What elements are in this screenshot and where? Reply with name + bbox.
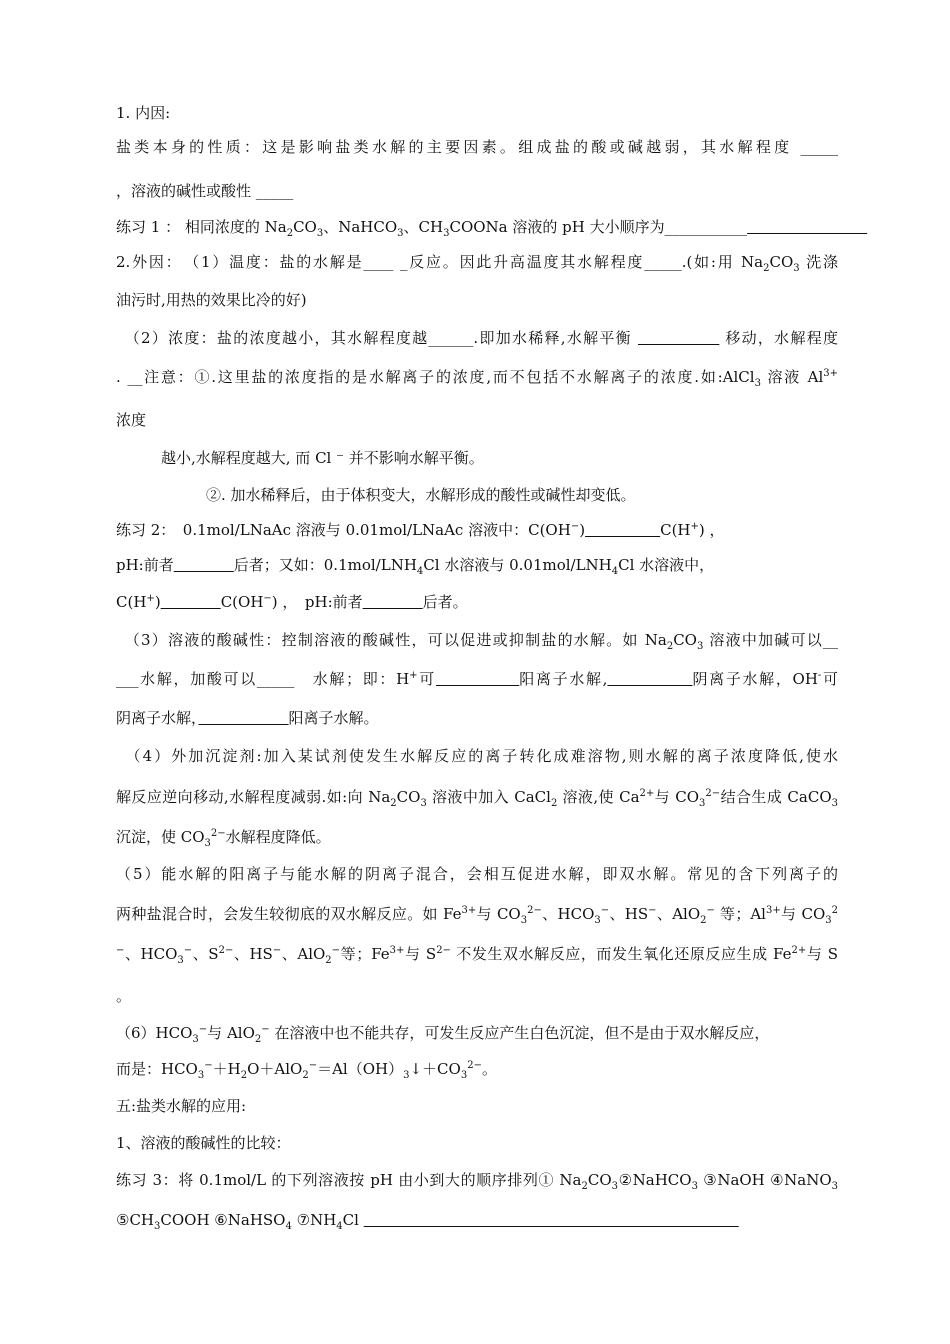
line-note-1: . __注意：①.这里盐的浓度指的是水解离子的浓度,而不包括不水解离子的浓度.如:AlCl$_3$ 溶液 $Al^{3+}$ [116,368,838,389]
line-internal-cause: 1. 内因: [116,104,171,122]
line-precipitate: 沉淀，使 $CO_3^{2-}$水解程度降低。 [116,828,331,849]
line-period: 。 [116,987,132,1005]
line-note-2: ②. 加水稀释后，由于体积变大，水解形成的酸性或碱性却变低。 [116,486,636,504]
line-smaller-greater: 越小,水解程度越大, 而 Cl ⁻ 并不影响水解平衡。 [116,449,484,467]
line-external-temperature: 2.外因： （1）温度：盐的水解是____ _反应。因此升高温度其水解程度_____.(如:用 $Na_2CO_3$ 洗涤 [116,253,838,274]
line-salt-nature: 盐类本身的性质：这是影响盐类水解的主要因素。组成盐的酸或碱越弱，其水解程度 _____ [116,138,838,156]
line-double-hydrolysis: （5）能水解的阳离子与能水解的阴离子混合，会相互促进水解，即双水解。常见的含下列离子的 [116,865,838,883]
line-double-hydrolysis-ions: 两种盐混合时，会发生较彻底的双水解反应。如 $Fe^{3+}$与 $CO_3^{2-}$、$HCO_3^-$、HS−、AlO$_2$− 等；$Al^{3+}$与 $CO_3^2$ [116,905,838,926]
line-acidity-control: （3）溶液的酸碱性：控制溶液的酸碱性，可以促进或抑制盐的水解。如 $Na_2CO_3$ 溶液中加碱可以__ [116,631,838,652]
line-exercise-2-ph: pH:前者 后者；又如：$0.1mol/LNH_4Cl$ 水溶液与 $0.01mol/LNH_4Cl$ 水溶液中， [116,556,715,577]
line-equation: 而是：$HCO_3^-+H_2O+AlO_2^-=Al(OH)_3↓+CO_3^{2-}$。 [116,1060,497,1081]
line-exercise-2: 练习 2： 0.1mol/LNaAc 溶液与 0.01mol/LNaAc 溶液中：C(OH−) C(H+) ， [116,521,725,539]
line-concentration: （2）浓度：盐的浓度越小，其水解程度越______.即加水稀释,水解平衡 移动，水解程度 [116,329,838,347]
line-hot-cleaning: 油污时,用热的效果比冷的好) [116,291,307,309]
line-precipitant-example: 解反应逆向移动,水解程度减弱.如:向 $Na_2CO_3$ 溶液中加入 CaCl$_2$ 溶液,使 $Ca^{2+}$与 $CO_3^{2-}$结合生成 CaCO$_3$ [116,788,838,809]
line-precipitant: （4）外加沉淀剂:加入某试剂使发生水解反应的离子转化成难溶物,则水解的离子浓度降低,使水 [116,747,838,765]
line-comparison: 1、溶液的酸碱性的比较： [116,1134,291,1152]
line-redox: −、$HCO_3^-$、$S^{2-}$、HS−、AlO$_2$−等；$Fe^{3+}$与 $S^{2-}$ 不发生双水解反应，而发生氧化还原反应生成 $Fe^{2+}$与 S [116,945,839,966]
line-exercise-3: 练习 3：将 0.1mol/L 的下列溶液按 pH 由小到大的顺序排列① $Na_2CO_3②NaHCO_3$ ③NaOH ④NaNO$_3$ [116,1171,838,1192]
line-cation-hydrolysis: 阴离子水解， 阳离子水解。 [116,709,379,727]
line-coexist: $(6)HCO_3^-$与 AlO$_2$− 在溶液中也不能共存，可发生反应产生白色沉淀，但不是由于双水解反应， [116,1024,770,1045]
line-exercise-3-answer: $⑤CH_3COOH$ ⑥NaHSO$_4$ $⑦NH_4Cl$ [116,1211,364,1232]
line-acidity-basicity: ，溶液的碱性或酸性 _____ [116,182,294,200]
section-applications: 五:盐类水解的应用: [116,1097,247,1115]
line-exercise-1: 练习 1 ： 相同浓度的 $Na_2CO_3$、NaHCO$_3$、$CH_3COONa$ 溶液的 pH 大小顺序为___________ [116,218,748,239]
line-concentration-word: 浓度 [116,411,147,429]
line-hydrolysis-promote: ___水解，加酸可以_____ 水解；即：H+可 阳离子水解, 阴离子水解，OH-可 [116,670,838,688]
line-exercise-2-compare: C(H+) C(OH−) ， pH:前者 后者。 [116,593,468,611]
